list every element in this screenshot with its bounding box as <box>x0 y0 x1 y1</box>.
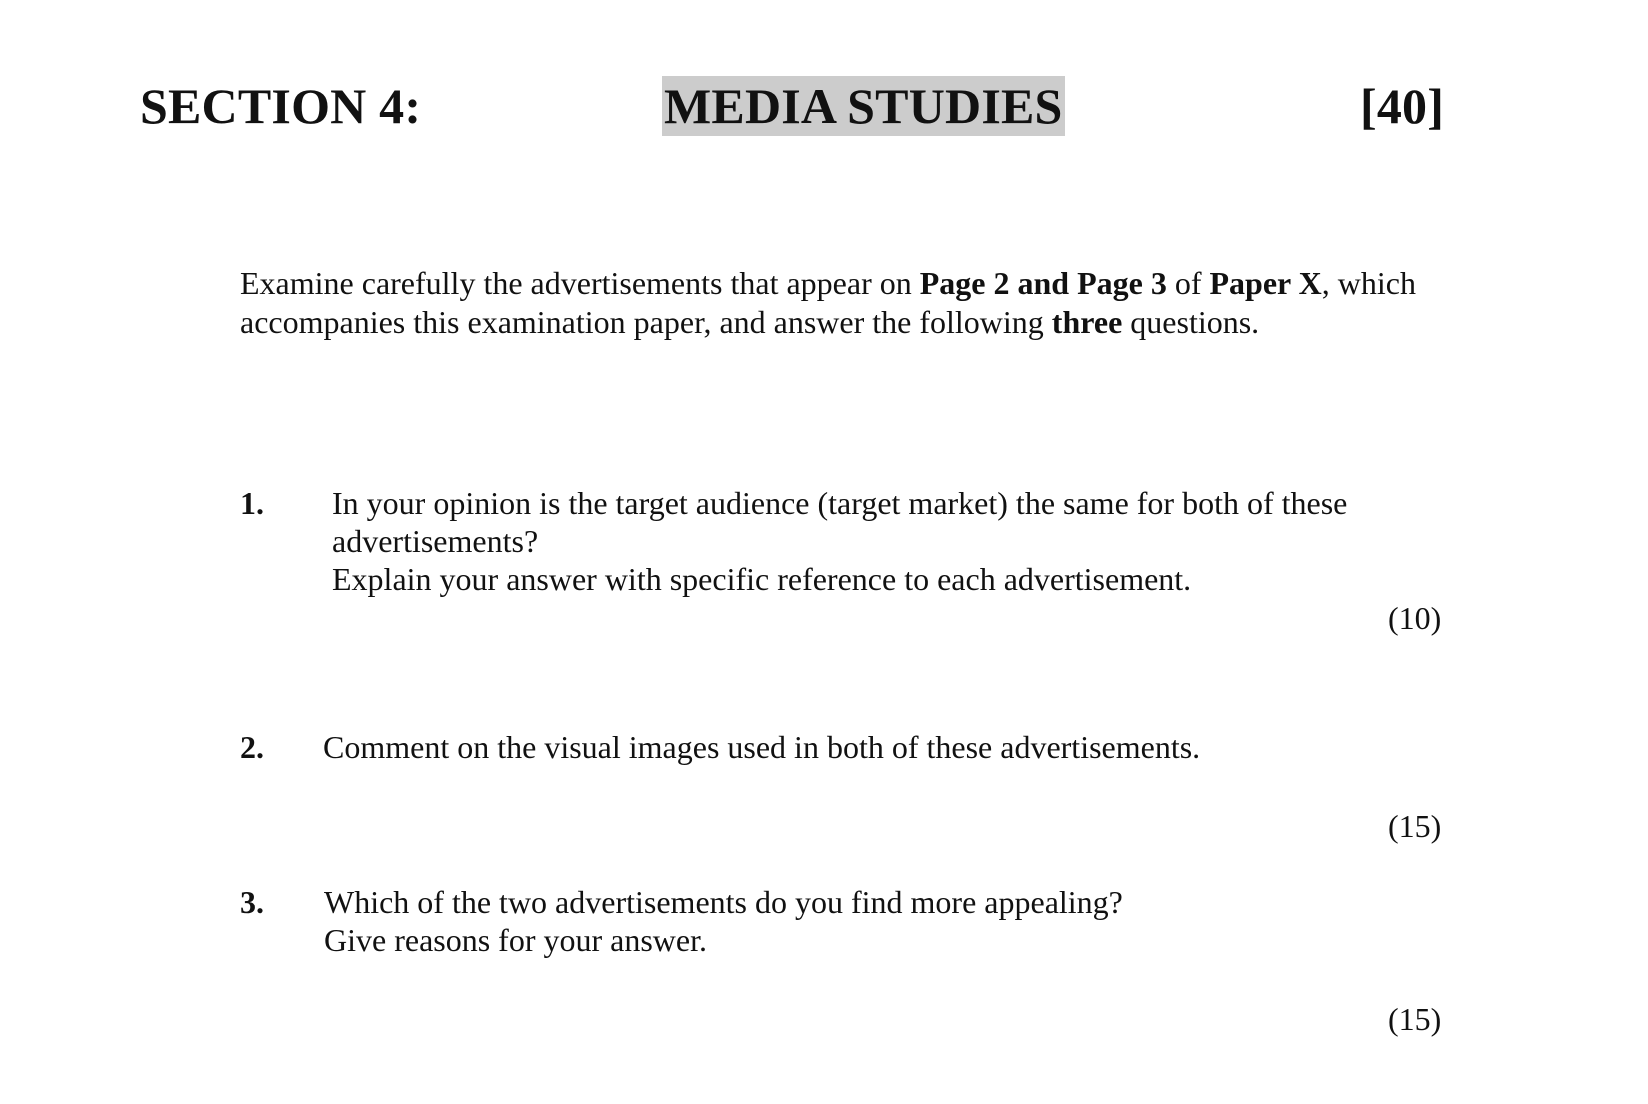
question-text-line: Which of the two advertisements do you find more appealing? <box>324 884 1123 920</box>
question-number: 3. <box>240 884 264 920</box>
instructions-pages: Page 2 and Page 3 <box>919 265 1167 301</box>
instructions-paper: Paper X <box>1209 265 1322 301</box>
instructions-count: three <box>1051 304 1123 340</box>
question-marks: (15) <box>1388 808 1442 844</box>
section-total-marks: [40] <box>1360 78 1445 134</box>
section-label: SECTION 4: <box>140 78 422 134</box>
section-title: MEDIA STUDIES <box>664 78 1063 134</box>
question-text-line: In your opinion is the target audience (target market) the same for both of these <box>332 485 1348 521</box>
instructions-text: of <box>1166 265 1210 301</box>
question-marks: (15) <box>1388 1001 1442 1037</box>
instructions-text: questions. <box>1122 304 1260 340</box>
question-text-line: advertisements? <box>332 523 539 559</box>
instructions-text: Examine carefully the advertisements that appear on <box>240 265 920 301</box>
question-marks: (10) <box>1388 600 1442 636</box>
question-number: 2. <box>240 729 264 765</box>
question-text-line: Give reasons for your answer. <box>324 922 707 958</box>
question-text-line: Explain your answer with specific reference to each advertisement. <box>332 561 1192 597</box>
instructions-paragraph <box>240 264 1520 342</box>
instructions-text: , which accompanies this examination paper, and answer the following <box>240 265 1416 340</box>
question-text-line: Comment on the visual images used in both of these advertisements. <box>323 729 1201 765</box>
question-number: 1. <box>240 485 264 521</box>
